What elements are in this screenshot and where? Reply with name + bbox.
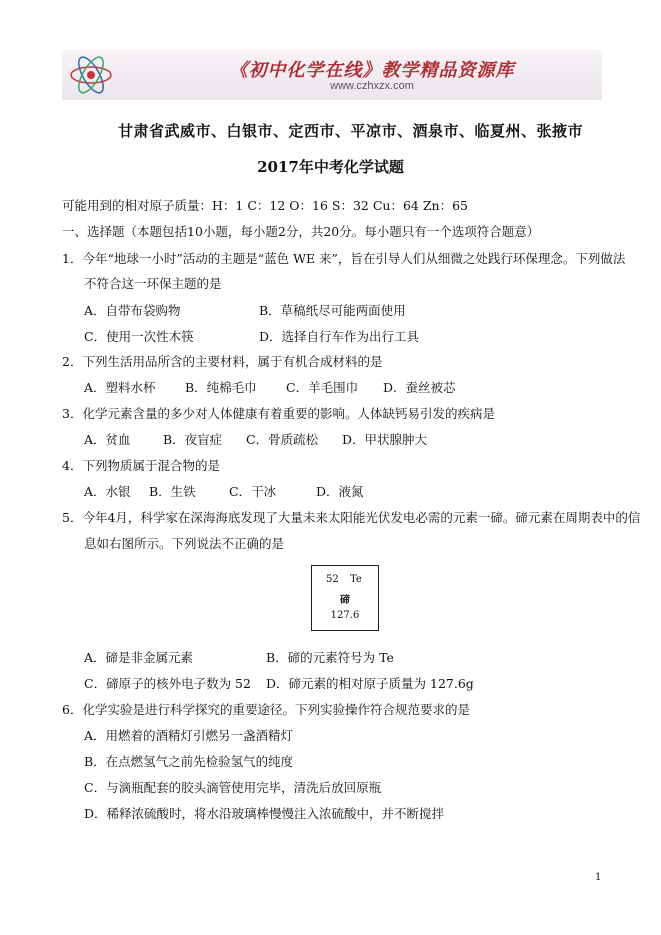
question-5-option-a: A．碲是非金属元素 [84,650,194,665]
atomic-masses: 可能用到的相对原子质量：H：1 C：12 O：16 S：32 Cu：64 Zn：65 [62,198,468,213]
question-1-stem: 1．今年“地球一小时”活动的主题是“蓝色 WE 来”，旨在引导人们从细微之处践行环保理念。下列做法 [62,251,626,266]
question-2-option-d: D．蚕丝被芯 [383,380,456,395]
question-4-option-a: A．水银 [84,484,131,499]
question-2-stem: 2．下列生活用品所含的主要材料，属于有机合成材料的是 [62,354,383,369]
element-name: 碲 [340,595,350,606]
question-5-stem-cont: 息如右图所示。下列说法不正确的是 [84,536,285,551]
question-1-option-b: B．草稿纸尽可能两面使用 [259,303,406,318]
question-1-option-a: A．自带布袋购物 [84,303,181,318]
question-6-option-d: D．稀释浓硫酸时，将水沿玻璃棒慢慢注入浓硫酸中，并不断搅拌 [84,806,445,821]
question-2-option-a: A．塑料水杯 [84,380,156,395]
banner-title: 《初中化学在线》教学精品资源库 [229,60,515,81]
question-6-option-b: B．在点燃氢气之前先检验氢气的纯度 [84,754,294,769]
question-4-option-d: D．液氮 [316,484,364,499]
question-3-option-a: A．贫血 [84,432,131,447]
question-4-option-b: B．生铁 [149,484,196,499]
question-5-option-c: C．碲原子的核外电子数为 52 [84,676,251,691]
element-symbol: Te [350,574,362,585]
periodic-element-card [311,565,379,631]
molecule-logo-icon [66,54,116,96]
question-4-stem: 4．下列物质属于混合物的是 [62,458,220,473]
question-6-stem: 6．化学实验是进行科学探究的重要途径。下列实验操作符合规范要求的是 [62,702,470,717]
element-atomic-mass: 127.6 [330,610,360,621]
banner-url: www.czhxzx.com [330,80,414,92]
question-3-stem: 3．化学元素含量的多少对人体健康有着重要的影响。人体缺钙易引发的疾病是 [62,406,495,421]
question-4-option-c: C．干冰 [229,484,277,499]
question-1-stem-cont: 不符合这一环保主题的是 [84,276,222,291]
question-1-option-d: D．选择自行车作为出行工具 [259,329,420,344]
question-1-option-c: C．使用一次性木筷 [84,329,194,344]
question-5-option-d: D．碲元素的相对原子质量为 127.6g [266,676,474,691]
question-3-option-d: D．甲状腺肿大 [342,432,428,447]
question-6-option-a: A．用燃着的酒精灯引燃另一盏酒精灯 [84,728,294,743]
question-6-option-c: C．与滴瓶配套的胶头滴管使用完毕，清洗后放回原瓶 [84,780,382,795]
element-atomic-number: 52 [326,574,339,585]
section-heading: 一、选择题（本题包括10小题，每小题2分，共20分。每小题只有一个选项符合题意） [62,224,540,239]
exam-region-title: 甘肃省武威市、白银市、定西市、平凉市、酒泉市、临夏州、张掖市 [118,122,584,140]
question-5-stem: 5．今年4月，科学家在深海海底发现了大量未来太阳能光伏发电必需的元素一碲。碲元素在周期表中的信 [62,510,641,525]
question-5-option-b: B．碲的元素符号为 Te [266,650,394,665]
page-number: 1 [595,872,602,883]
header-banner [62,50,602,100]
question-2-option-b: B．纯棉毛巾 [185,380,257,395]
question-2-option-c: C．羊毛围巾 [286,380,359,395]
question-3-option-b: B．夜盲症 [163,432,223,447]
exam-title: 2017年中考化学试题 [257,158,404,176]
question-3-option-c: C．骨质疏松 [246,432,319,447]
